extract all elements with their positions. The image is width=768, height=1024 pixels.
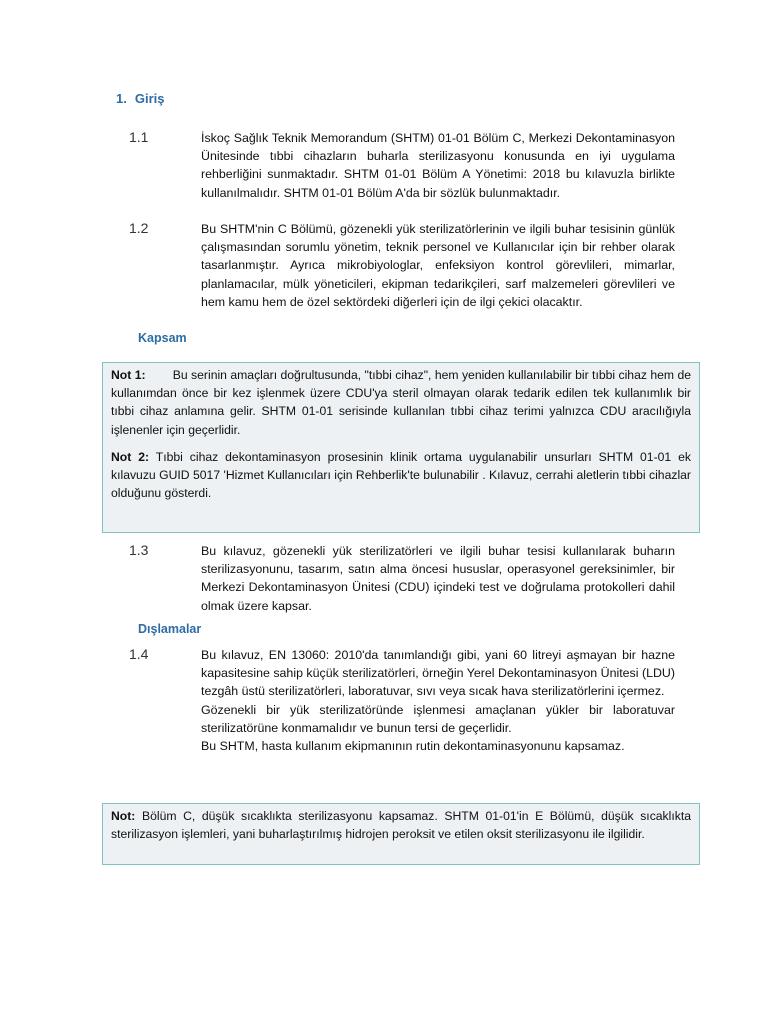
subheading-scope: Kapsam	[138, 331, 187, 345]
paragraph-number: 1.3	[129, 542, 149, 558]
paragraph-line: Gözenekli bir yük sterilizatöründe işlenmesi amaçlanan yükler bir laboratuvar sterilizatörüne konmamalıdır ve bunun tersi de geçerlidir.	[201, 702, 675, 735]
section-title: Giriş	[134, 91, 165, 106]
note-2-label: Not 2:	[111, 449, 150, 464]
note-1-label: Not 1:	[111, 368, 146, 382]
paragraph-text	[201, 646, 675, 755]
paragraph-line: Bu SHTM, hasta kullanım ekipmanının rutin dekontaminasyonunu kapsamaz.	[201, 739, 625, 754]
section-number: 1.	[116, 91, 127, 106]
section-heading	[116, 91, 164, 106]
paragraph-line: Bu kılavuz, EN 13060: 2010'da tanımlandığı gibi, yani 60 litreyi aşmayan bir hazne kapasitesine sahip küçük sterilizatörleri, örneğin Yerel Dekontaminasyon Ünitesi (LDU) tezgâh üstü sterilizatörleri, laboratuvar, sıvı veya sıcak hava sterilizatörlerini içermez.	[201, 648, 675, 699]
paragraph-text: Bu SHTM'nin C Bölümü, gözenekli yük sterilizatörlerinin ve ilgili buhar tesisinin günlük çalışmasından sorumlu yönetim, teknik personel ve Kullanıcılar için bir rehber olarak tasarlanmıştır. Ayrıca mikrobiyologlar, enfeksiyon kontrol görevlileri, mimarlar, planlamacılar, mülk yöneticileri, ekipman tedarikçileri, sarf malzemeleri görevlileri ve hem kamu hem de özel sektördeki diğerleri için de ilgi çekici olacaktır.	[201, 222, 675, 309]
paragraph-number: 1.1	[129, 129, 149, 145]
note-2-text: Tıbbi cihaz dekontaminasyon prosesinin klinik ortama uygulanabilir unsurları SHTM 01-01 ek kılavuzu GUID 5017 'Hizmet Kullanıcıları için Rehberlik'te bulunabilir . Kılavuz, cerrahi aletlerin tıbbi cihazlar olduğunu gösterdi.	[111, 449, 691, 501]
note-2	[111, 448, 691, 503]
paragraph-number: 1.4	[129, 646, 149, 662]
paragraph-text: İskoç Sağlık Teknik Memorandum (SHTM) 01-01 Bölüm C, Merkezi Dekontaminasyon Ünitesinde tıbbi cihazların buharla sterilizasyonu konusunda en iyi uygulama rehberliğini sunmaktadır. SHTM 01-01 Bölüm A Yönetimi: 2018 bu kılavuzla birlikte kullanılmalıdır. SHTM 01-01 Bölüm A'da bir sözlük bulunmaktadır.	[201, 131, 675, 200]
note-box-2	[102, 803, 700, 865]
note	[111, 807, 691, 843]
note-box-1	[102, 362, 700, 533]
note-label: Not:	[111, 809, 136, 823]
note-1	[111, 366, 691, 439]
subheading-exclusions: Dışlamalar	[138, 622, 202, 636]
note-text: Bölüm C, düşük sıcaklıkta sterilizasyonu kapsamaz. SHTM 01-01'in E Bölümü, düşük sıcaklıkta sterilizasyon işlemleri, yani buharlaştırılmış hidrojen peroksit ve etilen oksit sterilizasyonu ile ilgilidir.	[111, 809, 692, 842]
note-1-text: Bu serinin amaçları doğrultusunda, "tıbbi cihaz", hem yeniden kullanılabilir bir tıbbi cihaz hem de kullanımdan önce bir kez işlenmek üzere CDU'ya steril olmayan olarak tedarik edilen tek kullanımlık bir tıbbi cihaz anlamına gelir. SHTM 01-01 serisinde kullanılan tıbbi cihaz terimi yalnızca CDU aracılığıyla işlenenler için geçerlidir.	[111, 368, 692, 437]
paragraph-text: Bu kılavuz, gözenekli yük sterilizatörleri ve ilgili buhar tesisi kullanılarak buharın sterilizasyonunu, tasarım, satın alma öncesi hususlar, operasyonel gereksinimler, bir Merkezi Dekontaminasyon Ünitesi (CDU) içindeki test ve doğrulama protokolleri dahil olmak üzere kapsar.	[201, 544, 675, 613]
paragraph-number: 1.2	[129, 220, 149, 236]
